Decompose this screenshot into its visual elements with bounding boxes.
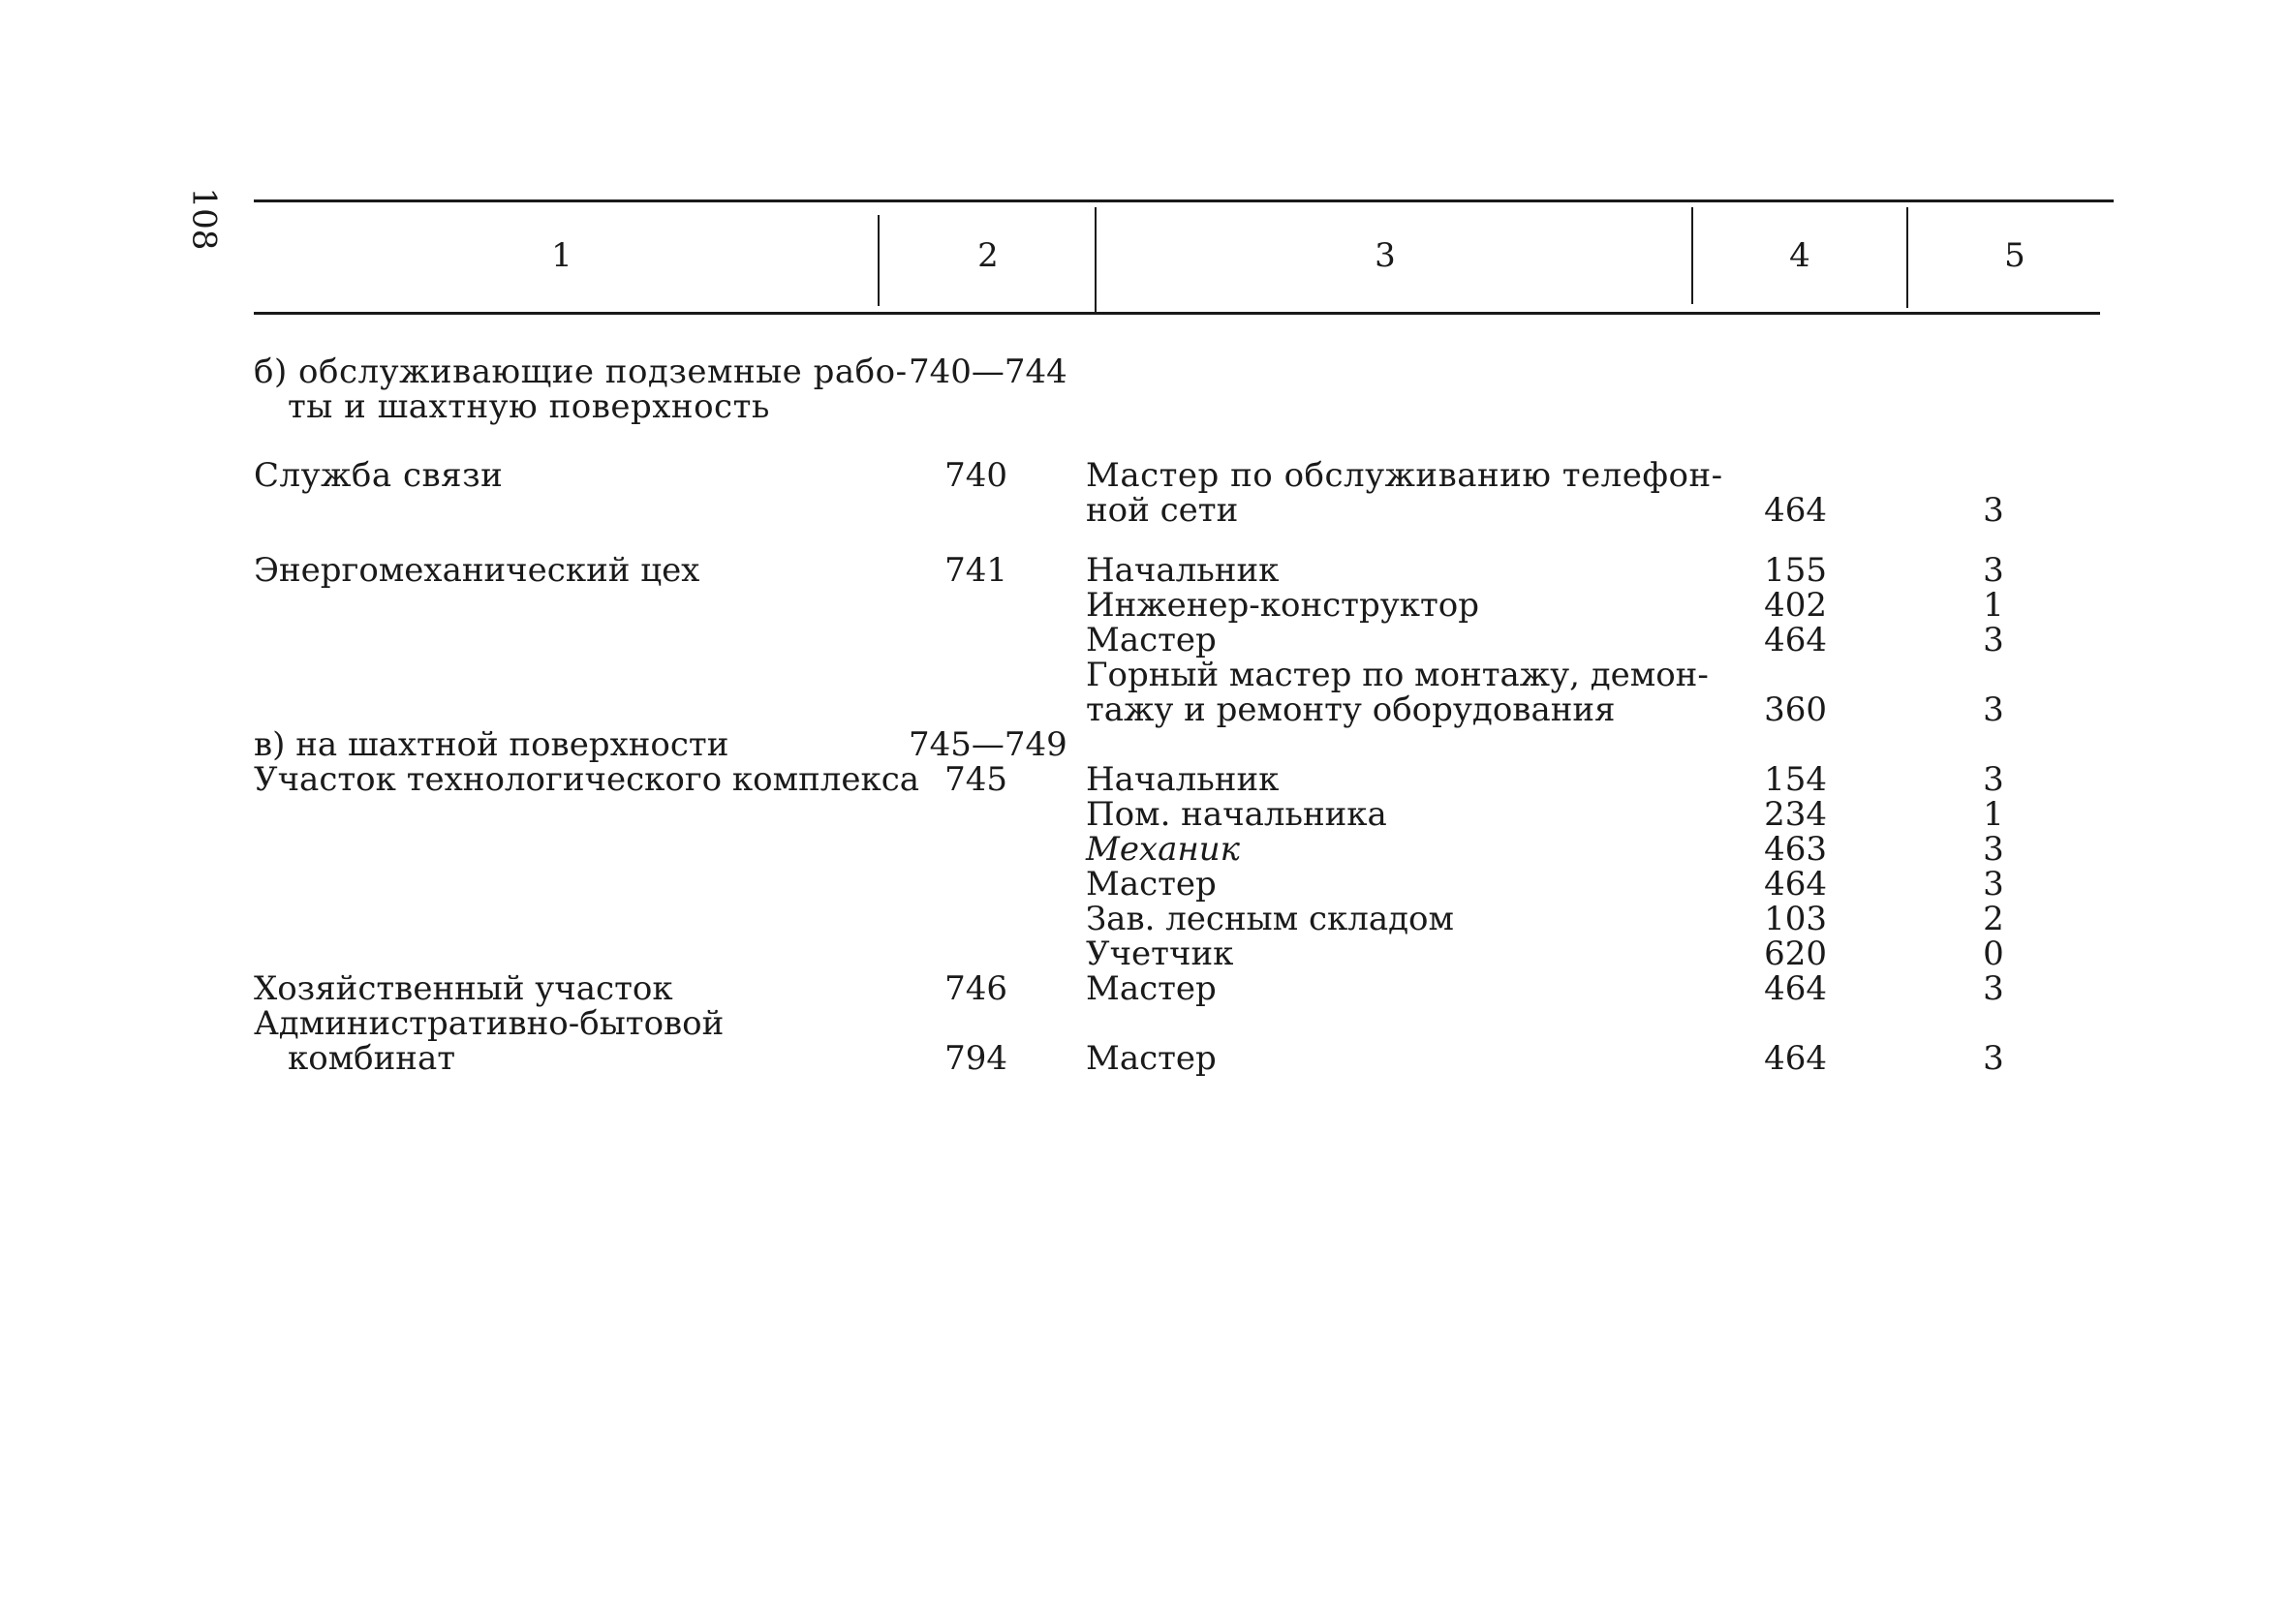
row-svyaz-position-line1: Мастер по обслуживанию телефон-: [1086, 456, 1723, 495]
row-energo-cat-1: 3: [1983, 551, 2004, 590]
row-tech-cat-1: 3: [1983, 760, 2004, 799]
row-tech-cat-2: 1: [1983, 795, 2004, 834]
row-tech-cat-3: 3: [1983, 830, 2004, 869]
row-tech-num-4: 464: [1764, 865, 1827, 904]
row-energo-code: 741: [944, 551, 1007, 590]
row-hoz-cat: 3: [1983, 969, 2004, 1008]
row-energo-gorny-line1: Горный мастер по монтажу, демон-: [1086, 656, 1709, 694]
row-energo-unit: Энергомеханический цех: [254, 551, 700, 590]
header-col-2: 2: [977, 236, 999, 275]
row-tech-num-3: 463: [1764, 830, 1827, 869]
row-svyaz-unit: Служба связи: [254, 456, 504, 495]
section-b-title-line1: б) обслуживающие подземные рабо-: [254, 352, 908, 391]
row-svyaz-cat: 3: [1983, 491, 2004, 530]
header-separator-3: [1691, 207, 1693, 304]
row-tech-cat-5: 2: [1983, 900, 2004, 938]
header-separator-1: [878, 215, 880, 306]
row-abk-position: Мастер: [1086, 1039, 1217, 1078]
header-col-5: 5: [2004, 236, 2025, 275]
row-energo-cat-3: 3: [1983, 621, 2004, 659]
row-abk-num: 464: [1764, 1039, 1827, 1078]
header-col-4: 4: [1789, 236, 1810, 275]
section-v-code: 745—749: [909, 725, 1067, 764]
row-abk-code: 794: [944, 1039, 1007, 1078]
row-energo-gorny-line2: тажу и ремонту оборудования: [1086, 690, 1616, 729]
header-col-3: 3: [1375, 236, 1396, 275]
row-abk-unit-line1: Административно-бытовой: [254, 1004, 725, 1043]
header-separator-4: [1906, 207, 1908, 308]
row-abk-unit-line2: комбинат: [288, 1039, 456, 1078]
row-hoz-num: 464: [1764, 969, 1827, 1008]
row-tech-unit: Участок технологического комплекса: [254, 760, 920, 799]
header-col-1: 1: [551, 236, 572, 275]
header-top-rule: [254, 199, 2114, 202]
row-abk-cat: 3: [1983, 1039, 2004, 1078]
row-energo-position-3: Мастер: [1086, 621, 1217, 659]
row-hoz-position: Мастер: [1086, 969, 1217, 1008]
row-tech-position-1: Начальник: [1086, 760, 1280, 799]
row-tech-cat-6: 0: [1983, 935, 2004, 973]
row-svyaz-code: 740: [944, 456, 1007, 495]
row-tech-position-5: Зав. лесным складом: [1086, 900, 1454, 938]
row-tech-num-6: 620: [1764, 935, 1827, 973]
page-number: 108: [184, 187, 224, 251]
row-tech-position-6: Учетчик: [1086, 935, 1234, 973]
header-separator-2: [1095, 207, 1097, 312]
row-energo-num-2: 402: [1764, 586, 1827, 625]
row-energo-cat-2: 1: [1983, 586, 2004, 625]
row-hoz-unit: Хозяйственный участок: [254, 969, 673, 1008]
row-energo-num-1: 155: [1764, 551, 1827, 590]
row-hoz-code: 746: [944, 969, 1007, 1008]
row-tech-position-4: Мастер: [1086, 865, 1217, 904]
row-tech-position-2: Пом. начальника: [1086, 795, 1387, 834]
section-v-title: в) на шахтной поверхности: [254, 725, 729, 764]
row-energo-gorny-num: 360: [1764, 690, 1827, 729]
row-energo-num-3: 464: [1764, 621, 1827, 659]
row-svyaz-position-line2: ной сети: [1086, 491, 1239, 530]
section-b-title-line2: ты и шахтную поверхность: [288, 387, 770, 426]
row-energo-gorny-cat: 3: [1983, 690, 2004, 729]
section-b-code: 740—744: [909, 352, 1067, 391]
row-tech-cat-4: 3: [1983, 865, 2004, 904]
row-energo-position-1: Начальник: [1086, 551, 1280, 590]
row-tech-num-5: 103: [1764, 900, 1827, 938]
row-tech-code: 745: [944, 760, 1007, 799]
row-tech-num-2: 234: [1764, 795, 1827, 834]
row-svyaz-num: 464: [1764, 491, 1827, 530]
row-energo-position-2: Инженер-конструктор: [1086, 586, 1480, 625]
header-bottom-rule: [254, 312, 2100, 315]
row-tech-num-1: 154: [1764, 760, 1827, 799]
row-tech-position-3: Механик: [1086, 830, 1240, 869]
